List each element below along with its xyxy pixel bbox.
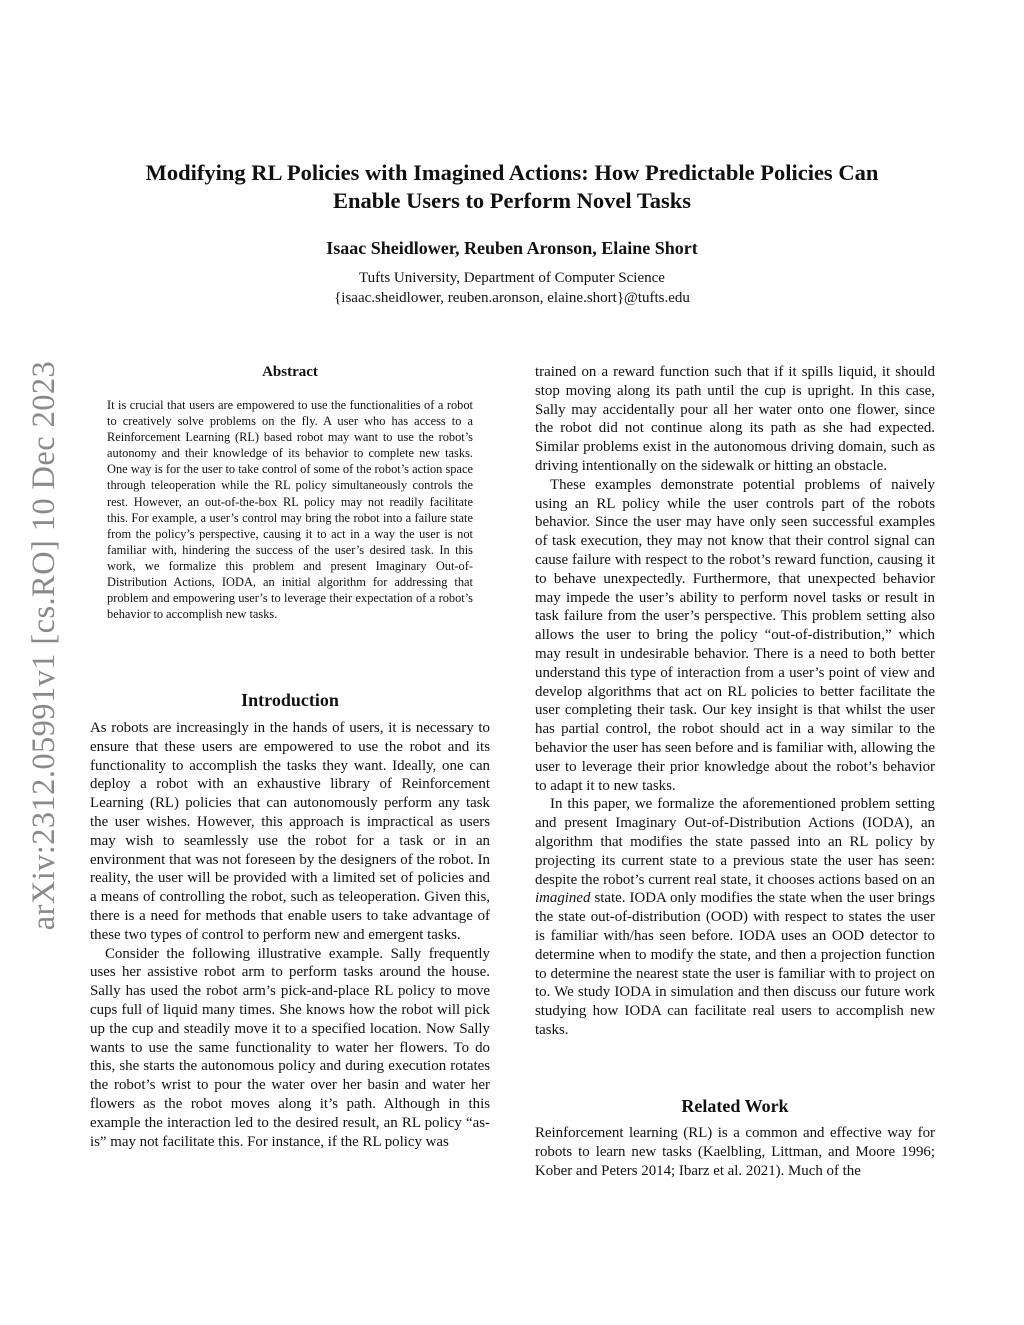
affiliation-block bbox=[100, 268, 924, 308]
title-line-2: Enable Users to Perform Novel Tasks bbox=[332, 188, 692, 213]
introduction-body bbox=[90, 719, 490, 1151]
right-paragraph-1: trained on a reward function such that if it spills liquid, it should stop moving along its path until the cup is upright. In this case, Sally may accidentally pour all her water onto one flower, since the robot did not continue along its path as she had expected. Similar problems exist in the autonomous driving domain, such as driving intentionally on the sidewalk or hitting an obstacle. bbox=[535, 364, 935, 474]
introduction-heading: Introduction bbox=[241, 690, 339, 710]
right-paragraph-3-start: In this paper, we formalize the aforementioned problem setting and present Imaginary Out-of-Distribution Actions (IODA), an algorithm that modifies the state passed into an RL policy by projecting its current state to a previous state the user has seen: despite the robot’s current real state, it chooses actions based on an bbox=[535, 796, 935, 888]
related-work-paragraph-1: Reinforcement learning (RL) is a common and effective way for robots to learn new tasks (Kaelbling, Littman, and Moore 1996; Kober and Peters 2014; Ibarz et al. 2021). Much of the bbox=[535, 1125, 935, 1179]
right-paragraph-3-end: state. IODA only modifies the state when the user brings the state out-of-distribution (OOD) with respect to states the user is familiar with/has seen before. IODA uses an OOD detector to determine when to modify the state, and then a projection function to determine the nearest state the user is familiar with to project on to. We study IODA in simulation and then discuss our future work studying how IODA can facilitate real users to accomplish new tasks. bbox=[535, 890, 935, 1038]
intro-paragraph-2: Consider the following illustrative example. Sally frequently uses her assistive robot arm to perform tasks around the house. Sally has used the robot arm’s pick-and-place RL policy to move cups full of liquid many times. She knows how the robot will pick up the cup and steadily move it to a specified location. Now Sally wants to use the same functionality to water her flowers. To do this, she starts the autonomous policy and during execution rotates the robot’s wrist to pour the water over her basin and water her flowers as the robot moves along it’s path. Although in this example the interaction led to the desired result, an RL policy “as-is” may not facilitate this. For instance, if the RL policy was bbox=[90, 945, 490, 1150]
arxiv-sidebar-stamp bbox=[19, 330, 71, 960]
related-work-heading: Related Work bbox=[681, 1096, 789, 1116]
intro-paragraph-1: As robots are increasingly in the hands of users, it is necessary to ensure that these users are empowered to use the robot and its functionality to accomplish the tasks they want. Ideally, one can deploy a robot with an exhaustive library of Reinforcement Learning (RL) policies that can autonomously perform any task the user wishes. However, this approach is impractical as users may wish to seamlessly use the robot for a task or in an environment that was not foreseen by the designers of the robot. In reality, the user will be provided with a limited set of policies and a means of controlling the robot, such as teleoperation. Given this, there is a need for methods that enable users to take advantage of these two types of control to perform new and emergent tasks. bbox=[90, 720, 490, 943]
right-paragraph-3 bbox=[535, 795, 935, 1039]
right-paragraph-2: These examples demonstrate potential problems of naively using an RL policy while the user controls part of the robots behavior. Since the user may have only seen successful examples of task execution, they may not know that their control signal can cause failure with respect to the robot’s reward function, causing it to behave unexpectedly. Furthermore, that unexpected behavior may impede the user’s ability to perform novel tasks or result in task failure from the user’s perspective. This problem setting also allows the user to bring the policy “out-of-distribution,” which may result in undesirable behavior. There is a need to both better understand this type of interaction from a user’s point of view and develop algorithms that act on RL policies to better facilitate the user completing their task. Our key insight is that whilst the user has partial control, the robot should act in a way similar to the behavior the user has seen before and is familiar with, allowing the user to leverage their prior knowledge about the robot’s behavior to adapt it to new tasks. bbox=[535, 476, 935, 794]
affiliation: Tufts University, Department of Computer Science bbox=[359, 270, 665, 286]
imagined-emphasis: imagined bbox=[535, 890, 591, 907]
right-column-body bbox=[535, 363, 935, 1040]
abstract-text: It is crucial that users are empowered to use the functionalities of a robot to creatively solve problems on the fly. A user who has access to a Reinforcement Learning (RL) based robot may want to use the robot’s autonomy and their knowledge of its behavior to complete new tasks. One way is for the user to take control of some of the robot’s action space through teleoperation while the RL policy simultaneously controls the rest. However, an out-of-the-box RL policy may not readily facilitate this. For example, a user’s control may bring the robot into a failure state from the policy’s perspective, causing it to act in a way the user is not familiar with, hindering the success of the user’s desired task. In this work, we formalize this problem and present Imaginary Out-of-Distribution Actions, IODA, an initial algorithm for addressing that problem and empowering user’s to leverage their expectation of a robot’s behavior to accomplish new tasks. bbox=[107, 398, 473, 622]
related-work-body bbox=[535, 1124, 935, 1180]
arxiv-identifier: arXiv:2312.05991v1 [cs.RO] 10 Dec 2023 bbox=[26, 360, 63, 930]
paper-title bbox=[100, 159, 924, 215]
abstract-heading: Abstract bbox=[262, 364, 318, 380]
author-list: Isaac Sheidlower, Reuben Aronson, Elaine Short bbox=[326, 238, 698, 258]
author-emails: {isaac.sheidlower, reuben.aronson, elaine.short}@tufts.edu bbox=[334, 290, 690, 306]
title-line-1: Modifying RL Policies with Imagined Actions: How Predictable Policies Can bbox=[145, 160, 879, 185]
